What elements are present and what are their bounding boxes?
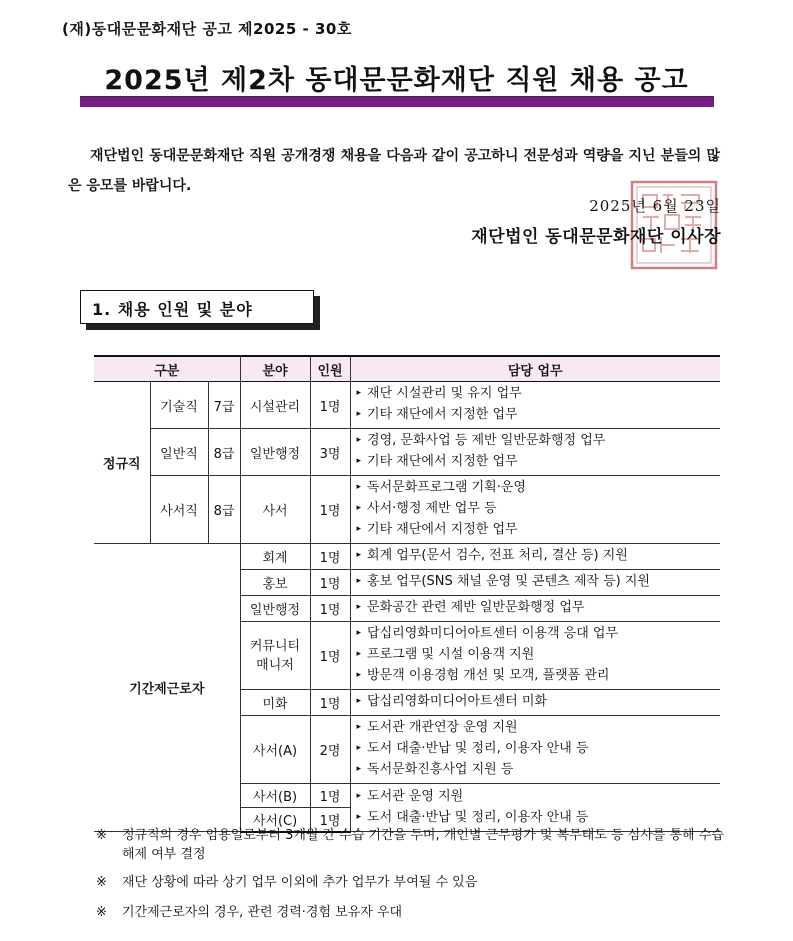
table-row	[94, 429, 720, 476]
notes	[96, 826, 726, 933]
duty-item: ▸ 문화공간 관련 제반 일반문화행정 업무	[357, 598, 721, 619]
duty-item: ▸ 회계 업무(문서 검수, 전표 처리, 결산 등) 지원	[357, 546, 721, 567]
job-field: 사서	[240, 476, 310, 544]
job-duties	[350, 716, 720, 784]
duty-item: ▸ 도서 대출·반납 및 정리, 이용자 안내 등	[357, 808, 721, 829]
duty-item: ▸ 재단 시설관리 및 유지 업무	[357, 384, 721, 405]
note-mark: ※	[96, 828, 107, 843]
table-row	[94, 382, 720, 429]
section-title: 1. 채용 인원 및 분야	[92, 300, 253, 319]
duty-item: ▸ 방문객 이용경험 개선 및 모객, 플랫폼 관리	[357, 666, 721, 687]
job-field-line: 커뮤니티	[249, 638, 301, 654]
job-grade: 8급	[208, 429, 240, 476]
job-count: 3명	[310, 429, 350, 476]
duty-item: ▸ 기타 재단에서 지정한 업무	[357, 405, 721, 426]
duty-item: ▸ 도서 대출·반납 및 정리, 이용자 안내 등	[357, 739, 721, 760]
header-category: 구분	[94, 356, 240, 382]
duty-item: ▸ 홍보 업무(SNS 채널 운영 및 콘텐츠 제작 등) 지원	[357, 572, 721, 593]
job-duties	[350, 784, 720, 832]
note	[96, 903, 726, 922]
note-text: 기간제근로자의 경우, 관련 경력·경험 보유자 우대	[122, 905, 403, 920]
job-count: 1명	[310, 808, 350, 832]
job-duties	[350, 544, 720, 570]
job-duties	[350, 570, 720, 596]
job-field: 사서(B)	[240, 784, 310, 808]
job-duties	[350, 596, 720, 622]
job-count: 1명	[310, 570, 350, 596]
job-count: 1명	[310, 544, 350, 570]
header-count: 인원	[310, 356, 350, 382]
job-count: 1명	[310, 382, 350, 429]
duty-item: ▸ 기타 재단에서 지정한 업무	[357, 452, 721, 473]
job-count: 1명	[310, 622, 350, 690]
job-field: 사서(C)	[240, 808, 310, 832]
duty-item: ▸ 답십리영화미디어아트센터 미화	[357, 692, 721, 713]
intro-paragraph: 재단법인 동대문문화재단 직원 공개경쟁 채용을 다음과 같이 공고하니 전문성과 역량을 지닌 분들의 많은 응모를 바랍니다.	[68, 148, 720, 194]
job-field: 시설관리	[240, 382, 310, 429]
job-count: 2명	[310, 716, 350, 784]
duty-item: ▸ 도서관 운영 지원	[357, 787, 721, 808]
duty-item: ▸ 프로그램 및 시설 이용객 지원	[357, 645, 721, 666]
job-type: 일반직	[150, 429, 208, 476]
duty-item: ▸ 독서문화프로그램 기획·운영	[357, 478, 721, 499]
job-field-line: 매니저	[256, 657, 294, 673]
job-type: 사서직	[150, 476, 208, 544]
job-grade: 8급	[208, 476, 240, 544]
table-header-row	[94, 356, 720, 382]
duty-item: ▸ 사서·행정 제반 업무 등	[357, 499, 721, 520]
note-text: 재단 상황에 따라 상기 업무 이외에 추가 업무가 부여될 수 있음	[122, 875, 478, 890]
job-duties	[350, 382, 720, 429]
duty-item: ▸ 경영, 문화사업 등 제반 일반문화행정 업무	[357, 431, 721, 452]
duty-item: ▸ 도서관 개관연장 운영 지원	[357, 718, 721, 739]
job-count: 1명	[310, 690, 350, 716]
job-field: 일반행정	[240, 429, 310, 476]
announcement-date: 2025년 6월 23일	[589, 197, 721, 215]
group-label-fixed-term: 기간제근로자	[94, 544, 240, 832]
job-grade: 7급	[208, 382, 240, 429]
note-mark: ※	[96, 905, 107, 920]
recruitment-table	[94, 355, 720, 833]
table-row	[94, 476, 720, 544]
group-label-regular: 정규직	[94, 382, 150, 544]
note	[96, 826, 726, 864]
job-field: 회계	[240, 544, 310, 570]
job-duties	[350, 622, 720, 690]
table-row	[94, 544, 720, 570]
job-field: 홍보	[240, 570, 310, 596]
note	[96, 873, 726, 892]
job-field: 사서(A)	[240, 716, 310, 784]
job-duties	[350, 476, 720, 544]
job-field: 일반행정	[240, 596, 310, 622]
signer: 재단법인 동대문문화재단 이사장	[471, 227, 721, 247]
header-duty: 담당 업무	[350, 356, 720, 382]
job-type: 기술직	[150, 382, 208, 429]
job-count: 1명	[310, 784, 350, 808]
job-duties	[350, 690, 720, 716]
notice-number: (재)동대문문화재단 공고 제2025 - 30호	[62, 20, 352, 38]
duty-item: ▸ 독서문화진흥사업 지원 등	[357, 760, 721, 781]
title-bar	[80, 97, 714, 107]
job-count: 1명	[310, 476, 350, 544]
job-field: 미화	[240, 690, 310, 716]
page-title: 2025년 제2차 동대문문화재단 직원 채용 공고	[104, 65, 689, 96]
duty-item: ▸ 기타 재단에서 지정한 업무	[357, 520, 721, 541]
header-field: 분야	[240, 356, 310, 382]
job-count: 1명	[310, 596, 350, 622]
note-mark: ※	[96, 875, 107, 890]
job-duties	[350, 429, 720, 476]
note-text: 정규직의 경우 임용일로부터 3개월 간 수습 기간을 두며, 개인별 근무평가 및 복무태도 등 심사를 통해 수습해제 여부 결정	[122, 828, 724, 862]
job-field	[240, 622, 310, 690]
duty-item: ▸ 답십리영화미디어아트센터 이용객 응대 업무	[357, 624, 721, 645]
